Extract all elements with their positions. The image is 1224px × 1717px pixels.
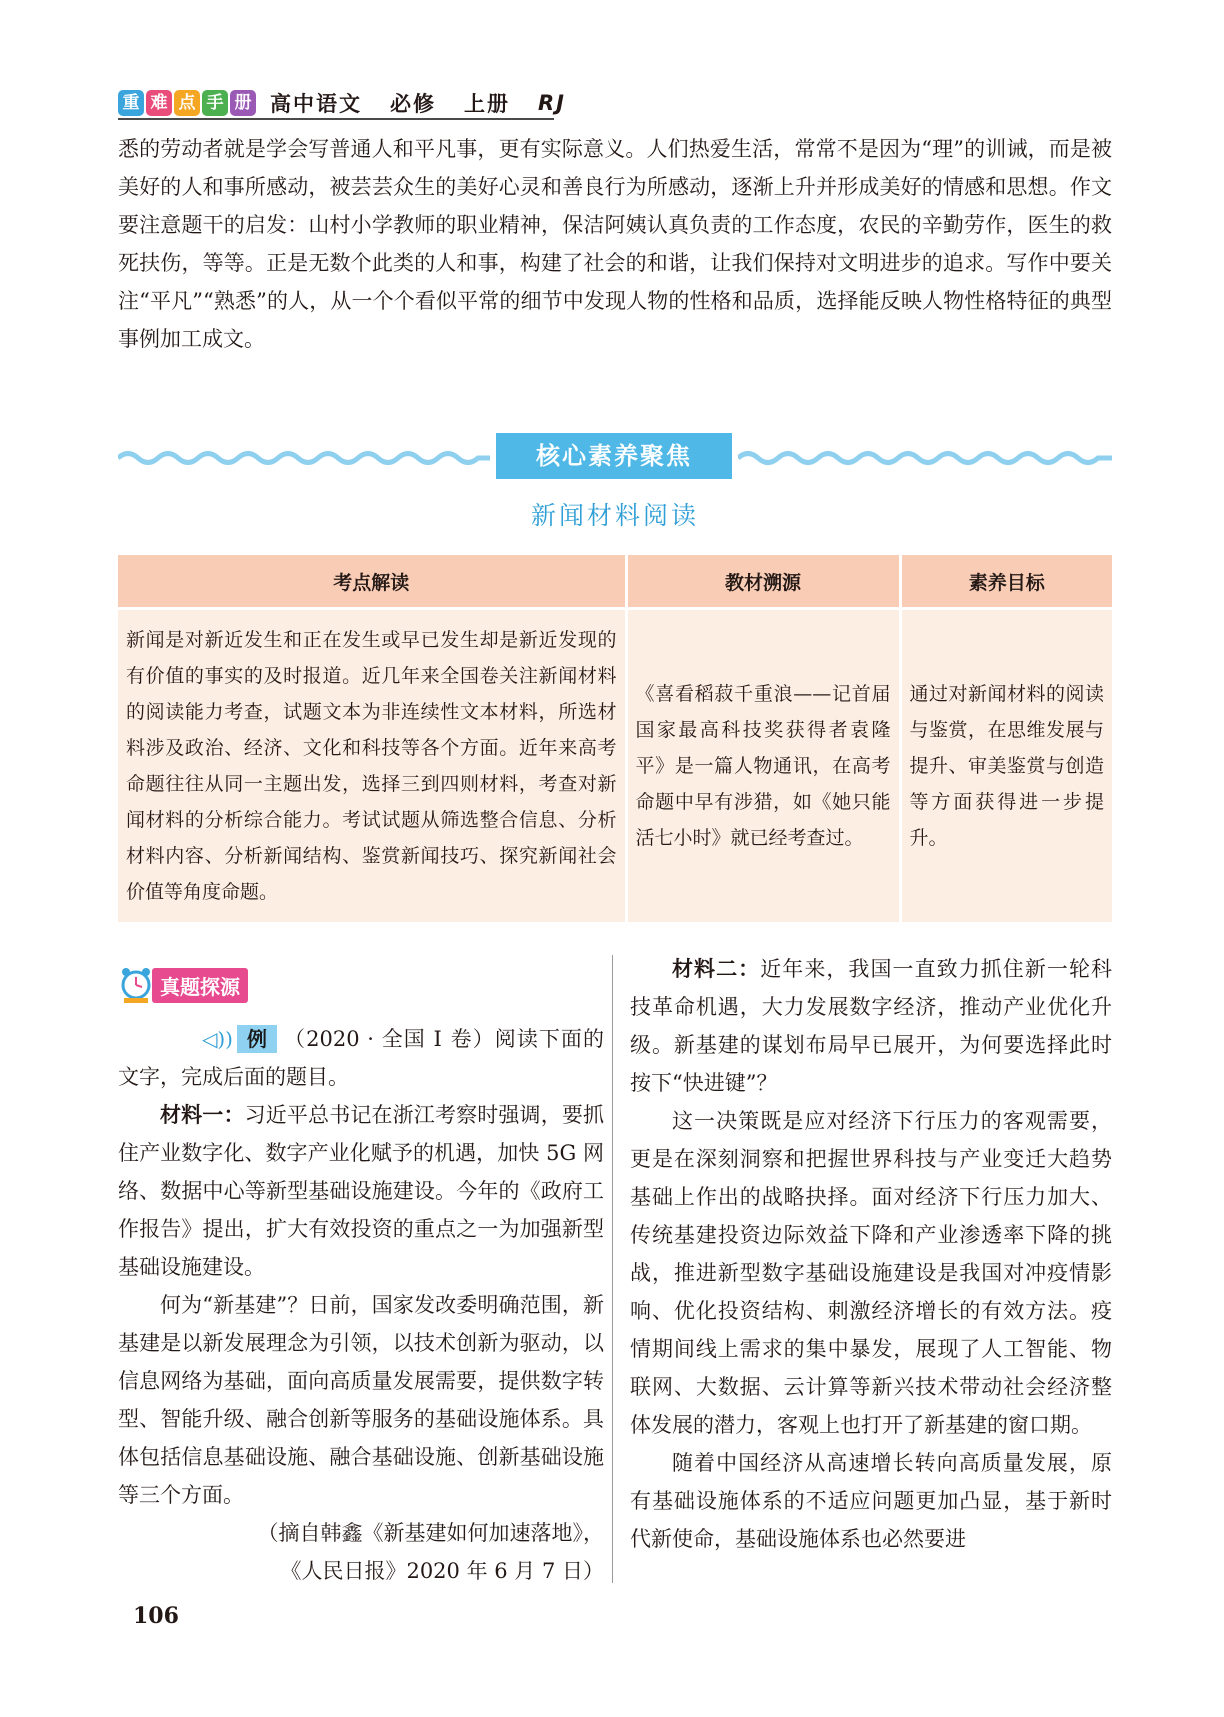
material2-label: 材料二：: [672, 957, 761, 981]
material1-label: 材料一：: [160, 1103, 245, 1127]
material1-text: 习近平总书记在浙江考察时强调，要抓住产业数字化、数字产业化赋予的机遇，加快 5G 网络、数据中心等新型基础设施建设。今年的《政府工作报告》提出，扩大有效投资的重点之一为加强新型基础设施建设。: [118, 1103, 605, 1279]
book-logo: [118, 90, 258, 116]
core-literacy-banner: 核心素养聚焦: [496, 433, 732, 479]
page-number: 106: [133, 1603, 179, 1629]
section-subtitle: 新闻材料阅读: [530, 501, 699, 530]
material1-para2: 何为“新基建”？日前，国家发改委明确范围，新基建是以新发展理念为引领，以技术创新为驱动，以信息网络为基础，面向高质量发展需要，提供数字转型、智能升级、融合创新等服务的基础设施体系。具体包括信息基础设施、融合基础设施、创新基础设施等三个方面。: [118, 1293, 604, 1507]
alarm-clock-icon: [118, 965, 154, 1005]
header-subject: 高中语文: [270, 92, 362, 116]
logo-char: 难: [146, 90, 172, 116]
example-intro: [118, 1020, 604, 1096]
logo-char: 重: [118, 90, 144, 116]
table-cell: 新闻是对新近发生和正在发生或早已发生却是新近发现的有价值的事实的及时报道。近几年来全国卷关注新闻材料的阅读能力考查，试题文本为非连续性文本材料，所选材料涉及政治、经济、文化和科技等各个方面。近年来高考命题往往从同一主题出发，选择三到四则材料，考查对新闻材料的分析综合能力。考试试题从筛选整合信息、分析材料内容、分析新闻结构、鉴赏新闻技巧、探究新闻社会价值等角度命题。: [118, 609, 626, 923]
example-badge: 例: [237, 1025, 277, 1053]
table-cell: 《喜看稻菽千重浪——记首届国家最高科技奖获得者袁隆平》是一篇人物通讯，在高考命题中早有涉猎，如《她只能活七小时》就已经考查过。: [626, 609, 900, 923]
material2-text: 近年来，我国一直致力抓住新一轮科技革命机遇，大力发展数字经济，推动产业优化升级。新基建的谋划布局早已展开，为何要选择此时按下“快进键”？: [630, 957, 1113, 1095]
header-rule: [118, 118, 554, 120]
right-column: [630, 950, 1112, 1558]
table-header: 教材溯源: [626, 555, 900, 609]
table-cell: 通过对新闻材料的阅读与鉴赏，在思维发展与提升、审美鉴赏与创造等方面获得进一步提升。: [900, 609, 1112, 923]
logo-char: 手: [202, 90, 228, 116]
section-tag-label: 真题探源: [152, 968, 248, 1003]
banner-ornament-left: [118, 449, 490, 467]
material2-para3: 随着中国经济从高速增长转向高质量发展，原有基础设施体系的不适应问题更加凸显，基于新时代新使命，基础设施体系也必然要进: [630, 1451, 1112, 1551]
top-paragraph: 悉的劳动者就是学会写普通人和平凡事，更有实际意义。人们热爱生活，常常不是因为“理”的训诫，而是被美好的人和事所感动，被芸芸众生的美好心灵和善良行为所感动，逐渐上升并形成美好的情感和思想。作文要注意题干的启发：山村小学教师的职业精神，保洁阿姨认真负责的工作态度，农民的辛勤劳作，医生的救死扶伤，等等。正是无数个此类的人和事，构建了社会的和谐，让我们保持对文明进步的追求。写作中要关注“平凡”“熟悉”的人，从一个个看似平常的细节中发现人物的性格和品质，选择能反映人物性格特征的典型事例加工成文。: [118, 137, 1112, 351]
header-volume: 必修: [390, 92, 436, 116]
banner-ornament-right: [738, 449, 1112, 467]
section-tag: [118, 963, 248, 1007]
exam-point-table: [118, 555, 1112, 922]
page-header: [118, 86, 566, 120]
left-column: [118, 1020, 604, 1590]
material1-source-line1: （摘自韩鑫《新基建如何加速落地》，: [257, 1521, 604, 1545]
table-header: 素养目标: [900, 555, 1112, 609]
example-intro-text: （2020 · 全国 Ⅰ 卷）阅读下面的文字，完成后面的题目。: [118, 1027, 604, 1089]
table-header: 考点解读: [118, 555, 626, 609]
speaker-icon: ◁)): [202, 1027, 233, 1051]
header-edition: RJ: [538, 91, 566, 115]
material2-para2: 这一决策既是应对经济下行压力的客观需要，更是在深刻洞察和把握世界科技与产业变迁大趋势基础上作出的战略抉择。面对经济下行压力加大、传统基建投资边际效益下降和产业渗透率下降的挑战，推进新型数字基础设施建设是我国对冲疫情影响、优化投资结构、刺激经济增长的有效方法。疫情期间线上需求的集中暴发，展现了人工智能、物联网、大数据、云计算等新兴技术带动社会经济整体发展的潜力，客观上也打开了新基建的窗口期。: [630, 1109, 1112, 1437]
logo-char: 册: [230, 90, 256, 116]
material2-para1: [630, 950, 1112, 1102]
material1-source-line2: 《人民日报》2020 年 6 月 7 日）: [280, 1559, 604, 1583]
header-part: 上册: [464, 92, 510, 116]
material1-para1: [118, 1096, 604, 1286]
logo-char: 点: [174, 90, 200, 116]
column-divider: [612, 955, 613, 1583]
